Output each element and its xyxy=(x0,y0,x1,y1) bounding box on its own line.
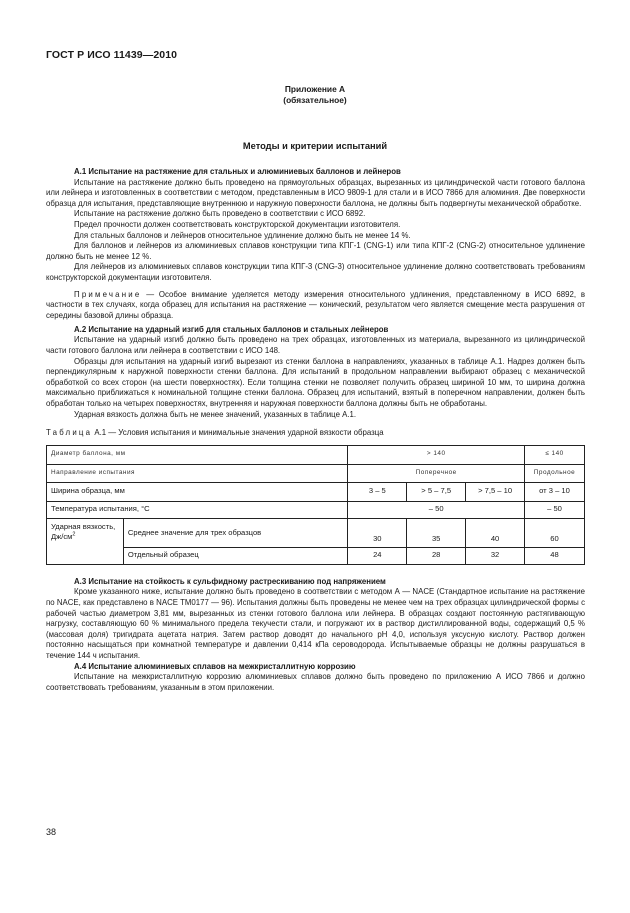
annex-subtitle: (обязательное) xyxy=(283,95,347,105)
single-value: 32 xyxy=(466,547,525,564)
direction-transverse: Поперечное xyxy=(348,464,525,482)
average-value: 60 xyxy=(525,518,585,547)
note-text: — Особое внимание уделяется методу измерения относительного удлинения, представленному в ИСО 6892, в частности в тех случаях, когда образец для испытания на растяжение — конический, результатом чего является смещение места разрушения от середины базовой длины образца. xyxy=(46,289,585,320)
temperature-longitudinal: – 50 xyxy=(525,501,585,518)
table-row xyxy=(47,501,585,518)
temperature-label: Температура испытания, °С xyxy=(47,501,348,518)
average-value: 30 xyxy=(348,518,407,547)
single-value: 28 xyxy=(407,547,466,564)
temperature-transverse: – 50 xyxy=(348,501,525,518)
single-value: 24 xyxy=(348,547,407,564)
a2-paragraph-2: Образцы для испытания на ударный изгиб вырезают из стенки баллона в направлениях, указанных в таблице А.1. Надрез должен быть перпендикулярным к наружной поверхности стенки баллона. Для испытаний в продольном направлении выбирают образец с механической обработкой со всех сторон (на шести поверхностях). Если толщина стенки не позволяет получить образец шириной 10 мм, то ширина должна максимально приближаться к номинальной толщине стенки баллона. Образец для испытаний, взятый в поперечном направлении, должен быть обработан только на четырех поверхностях, внутренняя и наружная поверхности баллона должны быть не обработаны. xyxy=(46,356,585,408)
impact-test-table xyxy=(46,445,585,565)
annex-title: Приложение А xyxy=(284,84,346,94)
a1-paragraph-5: Для баллонов и лейнеров из алюминиевых сплавов конструкции типа КПГ-1 (CNG-1) или типа КПГ-2 (CNG-2) относительное удлинение должно быть не менее 12 %. xyxy=(46,241,585,261)
page-number: 38 xyxy=(46,827,57,837)
average-label: Среднее значение для трех образцов xyxy=(123,518,347,547)
width-cell: от 3 – 10 xyxy=(525,482,585,501)
table-caption-label: Таблица xyxy=(46,428,93,438)
diameter-label: Диаметр баллона, мм xyxy=(47,445,348,464)
a1-paragraph-3: Предел прочности должен соответствовать конструкторской документации изготовителя. xyxy=(74,219,401,229)
average-value: 40 xyxy=(466,518,525,547)
table-caption-text: А.1 — Условия испытания и минимальные значения ударной вязкости образца xyxy=(92,428,384,438)
section-a3-heading: А.3 Испытание на стойкость к сульфидному растрескиванию под напряжением xyxy=(74,576,386,586)
document-body xyxy=(46,167,585,693)
width-cell: 3 – 5 xyxy=(348,482,407,501)
a3-paragraph-1: Кроме указанного ниже, испытание должно быть проведено в соответствии с методом А — NACE (Стандартное испытание на растяжение по NACE, как представлено в NACE TM0177 — 96). Испытания должны быть проведены не менее чем на трех образцах цилиндрической формы с рабочей частью диаметром 3,81 мм, вырезанных из стенки готового баллона или лейнера. В образцах создают постоянную растягивающую нагрузку, составляющую 60 % минимального предела текучести стали, и погружают их в раствор дистиллированной воды, содержащий 0,5 % (массовая доля) тригидрата ацетата натрия. Затем раствор доводят до начального pH 4,0, используя уксусную кислоту. Раствор должен постоянно насыщаться при комнатной температуре и давлении 0,414 кПа сероводорода. Испытываемые образцы не должны разрушаться в течение 144 ч испытания. xyxy=(46,587,585,660)
width-cell: > 5 – 7,5 xyxy=(407,482,466,501)
a4-paragraph-1: Испытание на межкристаллитную коррозию алюминиевых сплавов должно быть проведено по приложению А ИСО 7866 и должно соответствовать требованиям, указанным в этом приложении. xyxy=(46,672,585,692)
diameter-le-140: ≤ 140 xyxy=(525,445,585,464)
width-label: Ширина образца, мм xyxy=(47,482,348,501)
average-value: 35 xyxy=(407,518,466,547)
section-a1-heading: А.1 Испытание на растяжение для стальных и алюминиевых баллонов и лейнеров xyxy=(74,167,401,176)
table-row xyxy=(47,518,585,547)
impact-label: Ударная вязкость, $Дж/см^2$ xyxy=(47,518,124,564)
table-caption xyxy=(46,428,585,439)
direction-longitudinal: Продольное xyxy=(525,464,585,482)
table-row xyxy=(47,482,585,501)
a1-note xyxy=(46,290,585,322)
table-row xyxy=(47,547,585,564)
a2-paragraph-3: Ударная вязкость должна быть не менее значений, указанных в таблице А.1. xyxy=(74,409,357,419)
a1-paragraph-1: Испытание на растяжение должно быть проведено на прямоугольных образцах, вырезанных из цилиндрической части готового баллона или лейнера и изготовленных в соответствии с методом, представленным в ИСО 9809-1 для стали и в ИСО 7866 для алюминия. Две поверхности образца для испытания, представляющие внутреннюю и наружную поверхности баллона, не должны быть подвергнуты механической обработке. xyxy=(46,177,585,208)
a2-paragraph-1: Испытание на ударный изгиб должно быть проведено на трех образцах, изготовленных из материала, вырезанного из цилиндрической части готового баллона или лейнера в соответствии с ИСО 148. xyxy=(46,335,585,355)
width-cell: > 7,5 – 10 xyxy=(466,482,525,501)
single-sample-label: Отдельный образец xyxy=(123,547,347,564)
single-value: 48 xyxy=(525,547,585,564)
direction-label: Направление испытания xyxy=(47,464,348,482)
a1-paragraph-4: Для стальных баллонов и лейнеров относительное удлинение должно быть не менее 14 %. xyxy=(74,230,411,240)
document-header: ГОСТ Р ИСО 11439—2010 xyxy=(46,49,178,61)
a1-paragraph-2: Испытание на растяжение должно быть проведено в соответствии с ИСО 6892. xyxy=(74,209,366,219)
table-row xyxy=(47,445,585,464)
diameter-gt-140: > 140 xyxy=(348,445,525,464)
note-label: Примечание xyxy=(74,289,142,299)
table-row xyxy=(47,464,585,482)
a1-paragraph-6: Для лейнеров из алюминиевых сплавов конструкции типа КПГ-3 (CNG-3) относительное удлинение должно соответствовать требованиям конструкторской документации изготовителя. xyxy=(46,262,585,282)
section-a2-heading: А.2 Испытание на ударный изгиб для стальных баллонов и стальных лейнеров xyxy=(74,324,389,334)
section-a4-heading: А.4 Испытание алюминиевых сплавов на межкристаллитную коррозию xyxy=(74,661,356,671)
section-title: Методы и критерии испытаний xyxy=(242,141,388,151)
